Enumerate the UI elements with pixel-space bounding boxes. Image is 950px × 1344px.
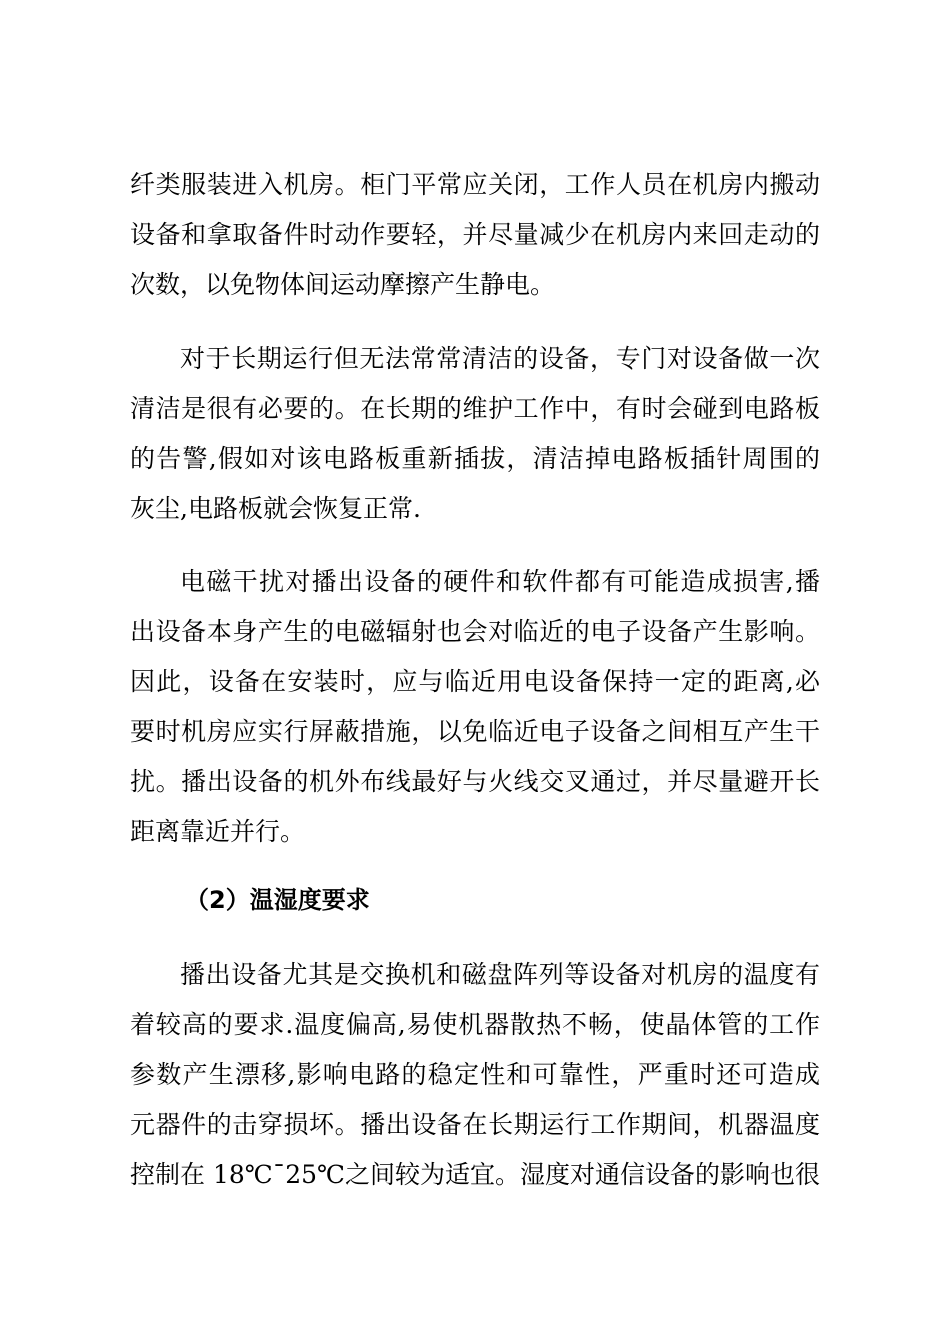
paragraph-1-line-2: 设备和拿取备件时动作要轻，并尽量减少在机房内来回走动的	[130, 220, 820, 249]
paragraph-4-line-3: 参数产生漂移,影响电路的稳定性和可靠性，严重时还可造成	[130, 1060, 820, 1089]
paragraph-4-line-4: 元器件的击穿损坏。播出设备在长期运行工作期间，机器温度	[130, 1110, 820, 1139]
paragraph-4-line-5: 控制在 18℃¯25℃之间较为适宜。湿度对通信设备的影响也很	[130, 1160, 820, 1189]
paragraph-2-line-4: 灰尘,电路板就会恢复正常.	[130, 494, 421, 523]
paragraph-3-line-6: 距离靠近并行。	[130, 817, 306, 846]
paragraph-3-line-2: 出设备本身产生的电磁辐射也会对临近的电子设备产生影响。	[130, 617, 820, 646]
paragraph-3-line-3: 因此，设备在安装时，应与临近用电设备保持一定的距离,必	[130, 667, 820, 696]
paragraph-3-line-1: 电磁干扰对播出设备的硬件和软件都有可能造成损害,播	[180, 567, 820, 596]
paragraph-2-line-2: 清洁是很有必要的。在长期的维护工作中，有时会碰到电路板	[130, 394, 820, 423]
paragraph-3-line-5: 扰。播出设备的机外布线最好与火线交叉通过，并尽量避开长	[130, 767, 820, 796]
paragraph-2-line-1: 对于长期运行但无法常常清洁的设备，专门对设备做一次	[180, 344, 820, 373]
section-heading: （2）温湿度要求	[185, 886, 370, 914]
paragraph-2-line-3: 的告警,假如对该电路板重新插拔，清洁掉电路板插针周围的	[130, 444, 820, 473]
paragraph-4-line-1: 播出设备尤其是交换机和磁盘阵列等设备对机房的温度有	[180, 960, 820, 989]
paragraph-1-line-3: 次数，以免物体间运动摩擦产生静电。	[130, 270, 556, 299]
paragraph-4-line-2: 着较高的要求.温度偏高,易使机器散热不畅，使晶体管的工作	[130, 1010, 820, 1039]
paragraph-3-line-4: 要时机房应实行屏蔽措施，以免临近电子设备之间相互产生干	[130, 717, 820, 746]
paragraph-1-line-1: 纤类服装进入机房。柜门平常应关闭，工作人员在机房内搬动	[130, 170, 820, 199]
